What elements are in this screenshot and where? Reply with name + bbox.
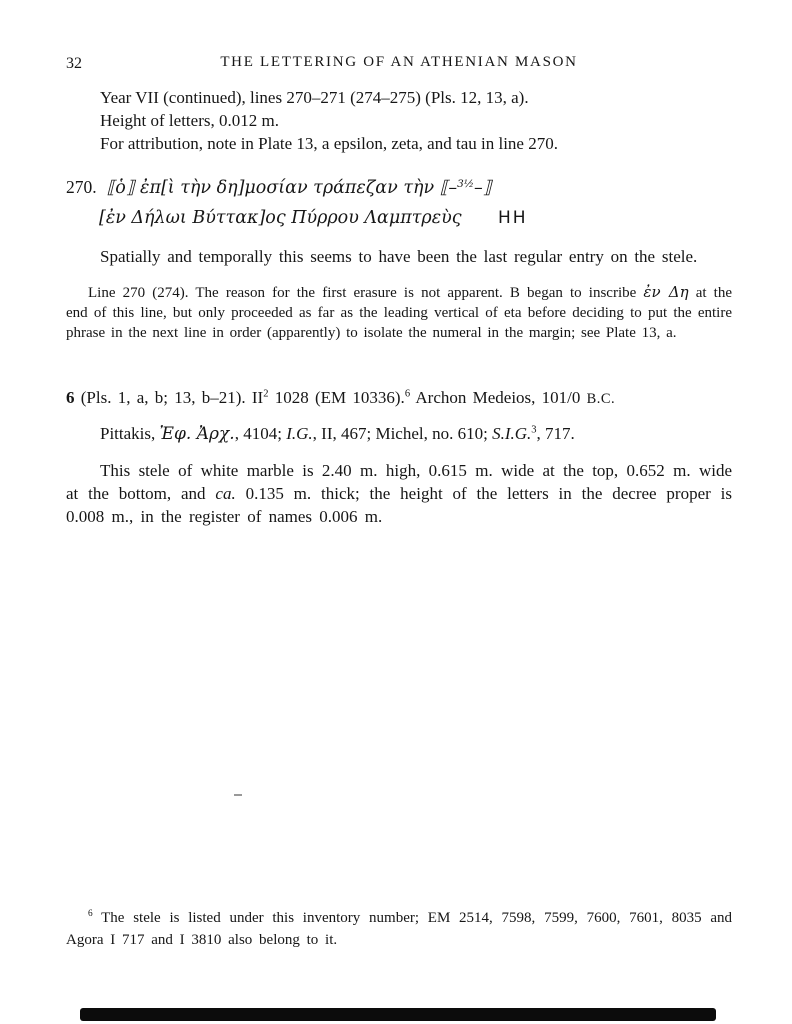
- superscript-3: 3: [531, 424, 537, 436]
- section-6-heading: [66, 386, 732, 411]
- bibliography-line: [100, 422, 732, 446]
- footnote-6: [66, 908, 732, 951]
- footnote-marker-6: 6: [404, 388, 411, 400]
- year-vii-block: [100, 86, 732, 155]
- upper-content: [66, 86, 732, 343]
- paragraph-last-entry: Spatially and temporally this seems to have been the last regular entry on the stele.: [100, 247, 698, 266]
- running-head: THE LETTERING OF AN ATHENIAN MASON: [220, 54, 578, 70]
- page-number: 32: [66, 55, 82, 72]
- refs-text-b: , 4104;: [234, 424, 287, 443]
- era-bc: B.C.: [586, 391, 616, 407]
- year-vii-line-1: Year VII (continued), lines 270–271 (274–275) (Pls. 12, 13, a).: [100, 88, 529, 107]
- inscription-line-1: [66, 173, 732, 203]
- stele-text-a: This stele of white marble is 2.40 m. high, 0.615 m. wide at the top, 0.652 m. wide at the bottom, and: [66, 461, 732, 503]
- inscription-number: 270.: [66, 177, 97, 197]
- refs-greek-journal: Ἐφ. Ἀρχ.: [159, 424, 235, 444]
- scan-artifact-dash: [234, 794, 242, 796]
- page-header: [66, 54, 732, 76]
- inscription-greek-line-2: [ἐν Δήλωι Βύττακ]ος Πύρρου Λαμπτρεὺς: [99, 208, 462, 228]
- stele-ca: ca.: [215, 484, 236, 503]
- superscript-2: 2: [263, 388, 269, 400]
- refs-sig: S.I.G.: [492, 424, 532, 443]
- inscription-line-2: [66, 203, 732, 233]
- section-number: 6: [66, 388, 75, 407]
- inscription-greek-text-b: –⟧: [473, 178, 492, 198]
- refs-text-a: Pittakis,: [100, 424, 160, 443]
- refs-text-c: , II, 467; Michel, no. 610;: [312, 424, 493, 443]
- stele-text-b: 0.135 m. thick; the height of the letters in the decree proper is 0.008 m., in the register of names 0.006 m.: [66, 484, 732, 526]
- section-head-text-a: (Pls. 1, a, b; 13, b–21). II: [74, 388, 264, 407]
- footnote-number: 6: [88, 909, 93, 919]
- acrophonic-numeral: HH: [498, 208, 528, 228]
- paragraph-stele-description: [66, 459, 732, 528]
- refs-text-d: , 717.: [536, 424, 575, 443]
- section-head-text-c: Archon Medeios, 101/0: [410, 388, 587, 407]
- section-head-text-b: 1028 (EM 10336).: [268, 388, 405, 407]
- note-text-b: at the end of this line, but only proceeded as far as the leading vertical of eta before deciding to put the entire phrase in the next line in order (apparently) to isolate the numeral in the margin; see Plate 13, a.: [66, 285, 733, 341]
- note-line-270: [66, 282, 732, 343]
- note-greek: ἐν Δη: [643, 283, 689, 301]
- erasure-letter-count: 3½: [457, 178, 474, 190]
- refs-ig: I.G.: [286, 424, 313, 443]
- year-vii-line-3: For attribution, note in Plate 13, a epsilon, zeta, and tau in line 270.: [100, 134, 558, 153]
- inscription-greek-text-a: ⟦ὁ⟧ ἐπ[ὶ τὴν δη]μοσίαν τράπεζαν τὴν ⟦–: [106, 178, 458, 198]
- inscription-270: [66, 173, 732, 233]
- scan-artifact-bar: [80, 1008, 716, 1021]
- footnote-text: The stele is listed under this inventory number; EM 2514, 7598, 7599, 7600, 7601, 8035 and Agora I 717 and I 3810 also belong to it.: [66, 910, 732, 948]
- note-text-a: Line 270 (274). The reason for the first erasure is not apparent. B began to inscribe: [88, 285, 644, 301]
- lower-content: [66, 386, 732, 528]
- year-vii-line-2: Height of letters, 0.012 m.: [100, 111, 279, 130]
